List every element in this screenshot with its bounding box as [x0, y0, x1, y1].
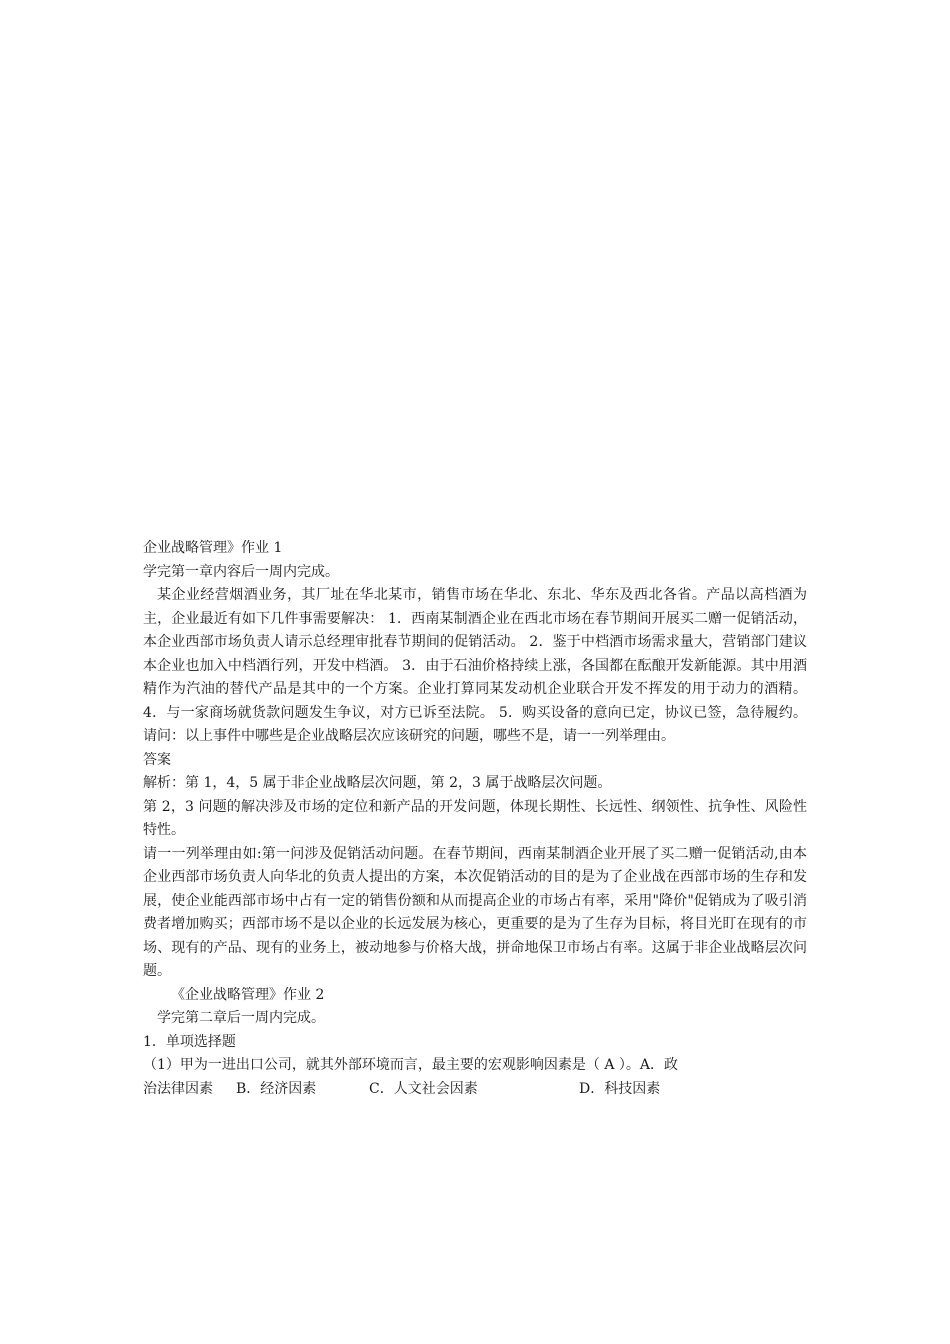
strategic-reason-text: 第 2，3 问题的解决涉及市场的定位和新产品的开发问题，体现长期性、长远性、纲领性、抗争性、风险性特性。	[143, 798, 807, 838]
question-1-options	[143, 1078, 807, 1102]
hw1-case-text: 某企业经营烟酒业务，其厂址在华北某市，销售市场在华北、东北、华东及西北各省。产品以高档酒为主，企业最近有如下几件事需要解决： 1．西南某制酒企业在西北市场在春节期间开展买二赠一促销活动，本企业西部市场负责人请示总经理审批春节期间的促销活动。 2．鉴于中档酒市场需求量大，营销部门建议本企业也加入中档酒行列，开发中档酒。 3．由于石油价格持续上涨，各国都在酝酿开发新能源。其中用酒精作为汽油的替代产品是其中的一个方案。企业打算同某发动机企业联合开发不挥发的用于动力的酒精。 4．与一家商场就货款问题发生争议，对方已诉至法院。 5．购买设备的意向已定，协议已签，急待履约。请问：以上事件中哪些是企业战略层次应该研究的问题，哪些不是，请一一列举理由。	[143, 587, 807, 744]
hw1-schedule: 学完第一章内容后一周内完成。	[143, 563, 339, 580]
option-a-continued: 治法律因素	[143, 1080, 213, 1097]
option-b: B．经济因素	[236, 1080, 317, 1097]
hw2-title: 《企业战略管理》作业 2	[171, 986, 325, 1003]
section-heading: 1．单项选择题	[143, 1033, 236, 1050]
question-1-stem: （1）甲为一进出口公司，就其外部环境而言，最主要的宏观影响因素是（ A ）。A．政	[143, 1057, 679, 1073]
hw2-schedule: 学完第二章后一周内完成。	[157, 1010, 325, 1026]
hw1-title: 企业战略管理》作业 1	[143, 540, 283, 556]
answer-heading: 答案	[143, 751, 171, 768]
reasons-text: 请一一列举理由如:第一问涉及促销活动问题。在春节期间，西南某制酒企业开展了买二赠一促销活动,由本企业西部市场负责人向华北的负责人提出的方案，本次促销活动的目的是为了企业战在西部市场的生存和发展，使企业能西部市场中占有一定的销售份额和从而提高企业的市场占有率，采用"降价"促销成为了吸引消费者增加购买；西部市场不是以企业的长远发展为核心，更重要的是为了生存为目标，将目光盯在现有的市场、现有的产品、现有的业务上，被动地参与价格大战，拼命地保卫市场占有率。这属于非企业战略层次问题。	[143, 845, 807, 979]
option-d: D．科技因素	[579, 1080, 661, 1097]
option-c: C．人文社会因素	[369, 1080, 478, 1097]
document-body	[143, 537, 807, 1101]
analysis-text: 解析：第 1，4，5 属于非企业战略层次问题，第 2，3 属于战略层次问题。	[143, 775, 612, 791]
